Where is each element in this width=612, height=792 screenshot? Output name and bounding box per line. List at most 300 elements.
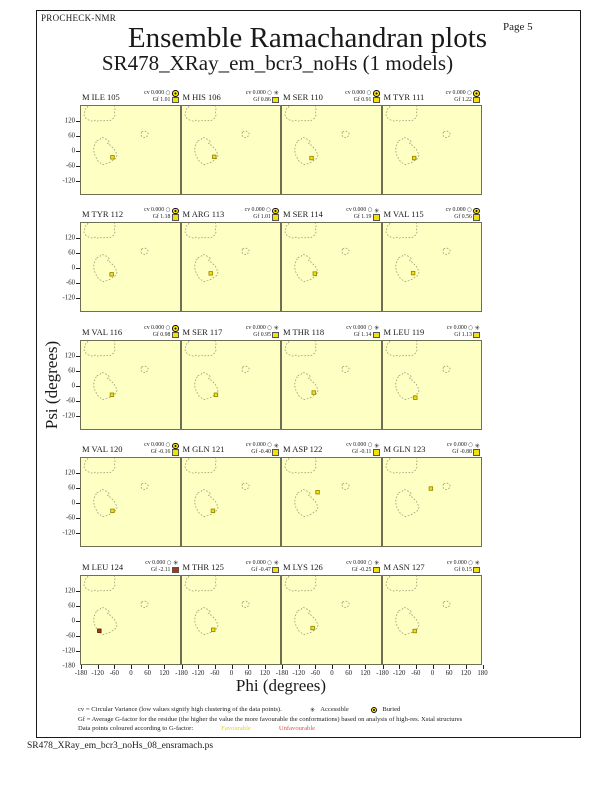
allowed-region-outline <box>94 607 117 634</box>
accessible-icon: ✳ <box>374 559 380 568</box>
y-axis-tick <box>76 136 80 137</box>
cv-line <box>345 90 379 97</box>
ramachandran-plot <box>281 222 382 312</box>
gf-line <box>246 332 279 339</box>
model-circle-icon: ○ <box>165 89 171 96</box>
allowed-region-outline <box>94 137 117 164</box>
allowed-region-outline <box>295 372 318 399</box>
ramachandran-cell <box>181 195 282 313</box>
gf-value: Gf -0.11 <box>351 449 372 456</box>
model-circle-icon: ○ <box>267 89 273 96</box>
residue-label: M TYR 112 <box>82 209 124 219</box>
x-axis-tick <box>248 665 249 669</box>
x-axis-tick-label: -120 <box>191 669 205 677</box>
cv-gf-block <box>346 207 379 221</box>
data-point <box>310 156 314 160</box>
y-axis-tick <box>76 121 80 122</box>
buried-icon <box>172 90 179 97</box>
legend-unfavourable-label: Unfavourable <box>278 725 316 733</box>
x-axis-tick-label: -180 <box>74 669 88 677</box>
residue-label: M SER 110 <box>283 91 323 102</box>
y-axis-tick-label: -120 <box>62 294 75 302</box>
residue-label: M VAL 116 <box>82 326 123 337</box>
allowed-region-outline <box>184 341 215 356</box>
allowed-region-outline <box>84 223 115 238</box>
y-axis-tick <box>76 606 80 607</box>
x-axis-tick <box>365 665 366 669</box>
x-axis-tick <box>399 665 400 669</box>
y-axis-tick <box>76 268 80 269</box>
gf-value: Gf 1.01 <box>253 214 271 221</box>
allowed-region-outline <box>342 248 350 255</box>
allowed-region-outline <box>385 341 416 356</box>
plot-canvas <box>182 106 281 194</box>
x-axis-tick <box>182 665 183 669</box>
model-circle-icon: ○ <box>367 324 373 331</box>
gf-colour-swatch <box>272 214 279 221</box>
x-axis-tick-label: -180 <box>275 669 289 677</box>
y-axis-tick-label: -120 <box>62 647 75 654</box>
gf-value: Gf 0.91 <box>353 96 372 103</box>
allowed-region-outline <box>285 576 316 591</box>
y-axis-tick <box>76 166 80 167</box>
gf-colour-swatch <box>473 449 480 456</box>
cv-value: cv 0.000 <box>346 324 367 331</box>
ramachandran-plot <box>181 457 282 547</box>
ramachandran-plot <box>181 222 282 312</box>
y-axis-tick-label: -60 <box>65 162 75 169</box>
y-axis-tick-label: 60 <box>68 602 75 609</box>
buried-icon <box>272 208 279 215</box>
y-axis-tick-label: 0 <box>71 499 75 507</box>
x-axis-tick <box>449 665 450 669</box>
allowed-region-outline <box>385 576 416 591</box>
x-axis-tick-label: -60 <box>109 669 119 677</box>
gf-value: Gf -2.11 <box>150 566 171 573</box>
allowed-region-outline <box>442 483 450 490</box>
cv-gf-block <box>144 90 178 104</box>
gf-colour-swatch <box>172 567 179 574</box>
allowed-region-outline <box>241 248 249 255</box>
gf-line <box>145 567 178 574</box>
y-axis-tick-label: -60 <box>65 632 75 639</box>
cv-gf-block <box>144 325 178 339</box>
plot-header <box>382 430 483 458</box>
allowed-region-outline <box>295 489 318 516</box>
gf-value: Gf 1.01 <box>152 96 171 103</box>
y-axis-tick-label: 0 <box>71 264 75 272</box>
gf-line <box>446 97 480 104</box>
y-axis-tick <box>76 283 80 284</box>
gf-line <box>346 567 379 574</box>
y-axis-tick-label: 0 <box>71 617 75 624</box>
gf-colour-swatch <box>172 214 179 221</box>
y-axis-tick-label: -180 <box>62 662 75 669</box>
allowed-region-outline <box>141 248 149 255</box>
y-axis-tick <box>76 356 80 357</box>
y-axis-tick-label: 120 <box>64 352 75 359</box>
x-axis-tick <box>148 665 149 669</box>
x-axis-tick-label: -120 <box>292 669 305 677</box>
y-axis-tick <box>76 298 80 299</box>
y-axis-tick <box>76 621 80 622</box>
plot-header <box>80 195 181 223</box>
x-axis-tick <box>282 665 283 669</box>
cv-line <box>447 325 480 332</box>
plot-header <box>382 77 483 105</box>
gf-colour-swatch <box>172 332 179 339</box>
plot-canvas <box>81 106 180 194</box>
gf-line <box>447 332 480 339</box>
plot-canvas <box>182 576 281 664</box>
gf-line <box>447 449 480 456</box>
allowed-region-outline <box>295 607 318 634</box>
accessible-icon: ✳ <box>374 324 380 333</box>
cv-value: cv 0.000 <box>144 324 165 331</box>
legend-line-colour <box>78 724 462 734</box>
allowed-region-outline <box>94 254 117 281</box>
model-circle-icon: ○ <box>468 559 474 566</box>
y-axis-tick-label: 60 <box>68 132 75 139</box>
plot-canvas <box>182 223 281 311</box>
gf-colour-swatch <box>473 214 480 221</box>
y-axis-tick-label: 120 <box>64 587 75 594</box>
ramachandran-plot <box>382 222 483 312</box>
allowed-region-outline <box>342 600 350 607</box>
accessible-icon: ✳ <box>273 559 279 568</box>
cv-value: cv 0.000 <box>245 89 266 96</box>
allowed-region-outline <box>184 576 215 591</box>
buried-icon <box>473 90 480 97</box>
ramachandran-cell <box>281 195 382 313</box>
x-axis-tick-label: -60 <box>310 669 320 677</box>
allowed-region-outline <box>241 130 249 137</box>
allowed-region-outline <box>141 483 149 490</box>
gf-line <box>144 97 178 104</box>
cv-line <box>447 560 480 567</box>
cv-gf-block <box>447 560 480 574</box>
y-axis-tick <box>76 181 80 182</box>
gf-colour-swatch <box>172 449 179 456</box>
cv-gf-block <box>246 442 279 456</box>
x-axis-tick <box>81 665 82 669</box>
cv-line <box>246 325 279 332</box>
x-axis-tick <box>131 665 132 669</box>
gf-value: Gf 0.95 <box>253 331 271 338</box>
model-circle-icon: ○ <box>165 324 171 331</box>
gf-value: Gf -0.88 <box>452 449 472 456</box>
data-point <box>212 155 216 159</box>
gf-line <box>345 97 379 104</box>
allowed-region-outline <box>141 365 149 372</box>
accessible-icon: ✳ <box>374 441 380 450</box>
cv-value: cv 0.000 <box>145 559 166 566</box>
x-axis-tick <box>483 665 484 669</box>
cv-value: cv 0.000 <box>245 442 266 449</box>
gf-line <box>246 567 279 574</box>
y-axis-tick-label: 0 <box>71 382 75 389</box>
data-point <box>110 273 114 277</box>
gf-colour-swatch <box>373 332 380 339</box>
residue-label: M VAL 115 <box>383 209 424 219</box>
cv-value: cv 0.000 <box>446 324 467 331</box>
gf-colour-swatch <box>373 567 380 574</box>
gf-colour-swatch <box>373 449 380 456</box>
residue-label: M LEU 124 <box>82 561 124 572</box>
residue-label: M TYR 111 <box>383 91 425 102</box>
legend-cv-text: cv = Circular Variance (low values signify high clustering of the data points). <box>78 706 282 713</box>
y-axis-tick <box>76 503 80 504</box>
app-title: PROCHECK-NMR <box>41 13 117 23</box>
ramachandran-plot <box>62 222 181 312</box>
plot-header <box>181 312 282 340</box>
model-circle-icon: ○ <box>468 442 474 449</box>
ramachandran-plot <box>281 340 382 430</box>
data-point <box>413 395 417 399</box>
plot-header <box>382 547 483 575</box>
gf-value: Gf 0.86 <box>253 96 271 103</box>
cv-line <box>144 90 178 97</box>
x-axis-tick <box>232 665 233 669</box>
ramachandran-cell <box>275 547 382 677</box>
cv-line <box>246 560 279 567</box>
ramachandran-cell <box>62 77 181 195</box>
y-axis-tick-label: -120 <box>62 529 75 537</box>
cv-line <box>145 560 178 567</box>
ramachandran-plot <box>175 575 282 677</box>
gf-line <box>245 214 279 221</box>
page-title: Ensemble Ramachandran plots <box>127 22 488 54</box>
plot-header <box>281 77 382 105</box>
data-point <box>411 271 415 275</box>
residue-label: M THR 125 <box>182 561 224 572</box>
plot-header <box>80 312 181 340</box>
allowed-region-outline <box>184 106 215 121</box>
legend-gf-text: Gf = Average G-factor for the residue (the higher the value the more favourable the conformations) based on analysis of high-res. Xstal structures <box>78 715 463 723</box>
gf-value: Gf 1.18 <box>152 214 171 221</box>
y-axis-tick <box>76 518 80 519</box>
y-axis-tick-label: -60 <box>65 279 75 287</box>
ramachandran-cell <box>181 77 282 195</box>
allowed-region-outline <box>241 483 249 490</box>
model-circle-icon: ○ <box>267 559 273 566</box>
gf-colour-swatch <box>373 214 380 221</box>
x-axis-tick-label: 120 <box>460 669 471 677</box>
plot-header <box>80 430 181 458</box>
ramachandran-cell <box>62 195 181 313</box>
ramachandran-cell <box>181 430 282 548</box>
footer-filename: SR478_XRay_em_bcr3_noHs_08_ensramach.ps <box>27 741 214 751</box>
ramachandran-plot <box>376 575 488 677</box>
allowed-region-outline <box>84 341 115 356</box>
x-axis-tick-label: -60 <box>411 669 421 677</box>
cv-gf-block <box>346 442 379 456</box>
plot-header <box>281 312 382 340</box>
y-axis-tick <box>76 651 80 652</box>
plot-header <box>281 430 382 458</box>
y-axis-tick <box>76 401 80 402</box>
cv-gf-block <box>145 560 178 574</box>
cv-value: cv 0.000 <box>245 559 266 566</box>
data-point <box>110 393 114 397</box>
x-axis-tick <box>383 665 384 669</box>
data-point <box>111 155 115 159</box>
allowed-region-outline <box>385 223 416 238</box>
x-axis-tick-label: 60 <box>244 669 252 677</box>
residue-label: M LYS 126 <box>283 561 323 572</box>
legend-accessible-label: Accessible <box>320 706 349 713</box>
data-point <box>311 626 315 630</box>
plot-header <box>382 195 483 223</box>
ramachandran-cell <box>382 195 483 313</box>
plot-canvas <box>383 341 482 429</box>
data-point <box>211 628 215 632</box>
gf-colour-swatch <box>473 97 480 104</box>
model-circle-icon: ○ <box>468 324 474 331</box>
gf-value: Gf 0.15 <box>454 566 472 573</box>
residue-label: M THR 118 <box>283 326 325 337</box>
accessible-icon: ✳ <box>474 441 480 450</box>
allowed-region-outline <box>141 130 149 137</box>
x-axis-tick-label: -180 <box>376 669 389 677</box>
cv-line <box>246 90 279 97</box>
data-point <box>208 272 212 276</box>
gf-line <box>346 449 379 456</box>
y-axis-tick-label: 120 <box>64 469 75 477</box>
cv-gf-block <box>346 560 379 574</box>
x-axis-tick <box>299 665 300 669</box>
gf-line <box>144 214 178 221</box>
accessible-icon: ✳ <box>273 89 279 98</box>
gf-line <box>447 567 480 574</box>
residue-label: M ARG 113 <box>182 209 225 219</box>
cv-value: cv 0.000 <box>144 89 165 96</box>
model-circle-icon: ○ <box>267 442 273 449</box>
cv-gf-block <box>345 90 379 104</box>
allowed-region-outline <box>241 600 249 607</box>
buried-icon <box>172 208 179 215</box>
allowed-region-outline <box>184 223 215 238</box>
y-axis-tick-label: 60 <box>68 249 75 257</box>
x-axis-tick-label: -60 <box>210 669 220 677</box>
gf-value: Gf -0.16 <box>150 449 171 456</box>
y-axis-tick-label: 120 <box>64 117 75 124</box>
cv-value: cv 0.000 <box>245 324 266 331</box>
plot-header <box>181 195 282 223</box>
allowed-region-outline <box>194 254 217 281</box>
ramachandran-plot <box>382 457 483 547</box>
plot-header <box>281 547 382 575</box>
model-circle-icon: ○ <box>165 207 171 214</box>
ramachandran-plot <box>281 457 382 547</box>
model-circle-icon: ○ <box>467 89 472 96</box>
y-axis-tick <box>76 386 80 387</box>
x-axis-tick <box>315 665 316 669</box>
cv-gf-block <box>144 442 178 456</box>
ramachandran-plot <box>275 575 382 677</box>
plot-canvas <box>282 106 381 194</box>
plot-header <box>181 77 282 105</box>
gf-colour-swatch <box>473 567 480 574</box>
x-axis-tick-label: 0 <box>129 669 133 677</box>
gf-value: Gf -0.40 <box>251 449 271 456</box>
model-circle-icon: ○ <box>266 207 271 214</box>
cv-value: cv 0.000 <box>144 442 165 449</box>
y-axis-tick <box>76 253 80 254</box>
allowed-region-outline <box>285 223 316 238</box>
ramachandran-cell <box>181 312 282 430</box>
plot-canvas <box>81 223 180 311</box>
x-axis-tick-label: 0 <box>430 669 435 677</box>
gf-line <box>346 332 379 339</box>
ensemble-subtitle: SR478_XRay_em_bcr3_noHs (1 models) <box>101 51 454 75</box>
gf-line <box>246 449 279 456</box>
y-axis-tick-label: -120 <box>62 412 75 419</box>
buried-icon <box>373 90 380 97</box>
cv-gf-block <box>446 207 480 221</box>
allowed-region-outline <box>295 254 318 281</box>
x-axis-tick-label: 60 <box>144 669 152 677</box>
gf-value: Gf -0.47 <box>251 566 271 573</box>
x-axis-tick-label: -180 <box>175 669 188 677</box>
residue-label: M ASP 122 <box>283 444 323 454</box>
ramachandran-plot <box>62 340 181 430</box>
allowed-region-outline <box>395 489 418 516</box>
ramachandran-cell <box>62 430 181 548</box>
allowed-region-outline <box>442 248 450 255</box>
x-axis-tick <box>466 665 467 669</box>
x-axis-tick <box>215 665 216 669</box>
cv-value: cv 0.000 <box>346 442 367 449</box>
model-circle-icon: ○ <box>367 442 373 449</box>
cv-line <box>446 90 480 97</box>
gf-value: Gf 1.19 <box>353 214 372 221</box>
data-point <box>98 628 102 632</box>
x-axis-tick-label: -120 <box>91 669 104 677</box>
accessible-icon: ✳ <box>474 559 480 568</box>
ramachandran-cell <box>281 312 382 430</box>
x-axis-tick <box>332 665 333 669</box>
data-point <box>316 490 320 494</box>
buried-icon <box>473 208 480 215</box>
plot-canvas <box>383 106 482 194</box>
residue-label: M LEU 119 <box>383 326 425 337</box>
cv-value: cv 0.000 <box>346 207 367 214</box>
plot-canvas <box>282 341 381 429</box>
residue-label: M ASN 127 <box>383 561 425 572</box>
allowed-region-outline <box>285 106 316 121</box>
legend-line-gf <box>78 715 462 725</box>
plot-canvas <box>81 341 180 429</box>
plot-canvas <box>282 223 381 311</box>
allowed-region-outline <box>84 106 115 121</box>
allowed-region-outline <box>84 576 115 591</box>
gf-value: Gf 1.13 <box>454 331 472 338</box>
y-axis-tick <box>76 473 80 474</box>
allowed-region-outline <box>285 341 316 356</box>
model-circle-icon: ○ <box>367 559 373 566</box>
plot-header <box>382 312 483 340</box>
x-axis-tick-label: 120 <box>360 669 371 677</box>
gf-value: Gf -0.25 <box>351 566 372 573</box>
allowed-region-outline <box>395 372 418 399</box>
y-axis-tick-label: 60 <box>68 367 75 374</box>
plot-header <box>80 77 181 105</box>
data-point <box>412 156 416 160</box>
gf-line <box>144 449 178 456</box>
cv-value: cv 0.000 <box>446 559 467 566</box>
y-axis-tick-label: -60 <box>65 397 75 404</box>
